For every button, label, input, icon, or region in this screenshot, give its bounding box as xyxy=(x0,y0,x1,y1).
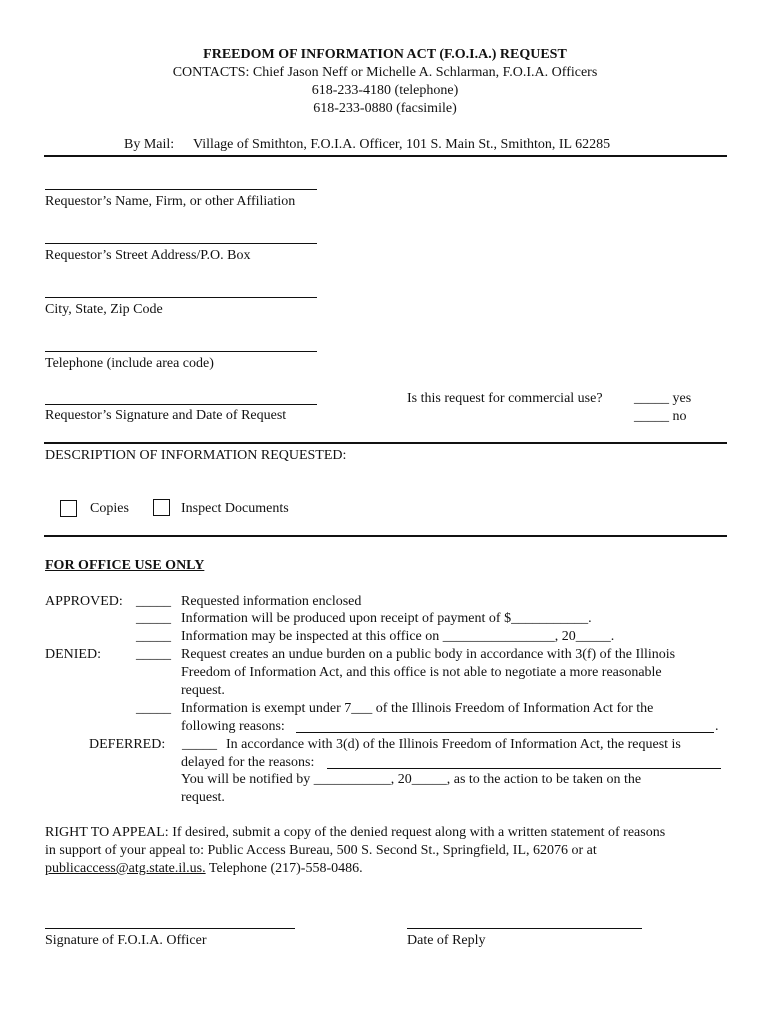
denied-item-1c: request. xyxy=(181,683,225,698)
appeal-phone: Telephone (217)-558-0486. xyxy=(205,861,363,876)
address-label: Requestor’s Street Address/P.O. Box xyxy=(45,248,251,263)
approved-label: APPROVED: xyxy=(45,594,123,609)
phone-field[interactable] xyxy=(45,351,317,352)
denied-item-2b: following reasons: xyxy=(181,719,285,734)
denied-blank-2[interactable]: _____ xyxy=(136,701,171,716)
approved-item-3: Information may be inspected at this office on ________________, 20_____. xyxy=(181,629,615,644)
copies-label: Copies xyxy=(90,501,129,516)
deferred-item-2a: You will be notified by ___________, 20_____, as to the action to be taken on the xyxy=(181,772,642,787)
denied-blank-1[interactable]: _____ xyxy=(136,647,171,662)
commercial-no[interactable]: _____ no xyxy=(634,409,687,424)
approved-item-1: Requested information enclosed xyxy=(181,594,362,609)
officer-signature-label: Signature of F.O.I.A. Officer xyxy=(45,933,207,948)
delay-reasons-field[interactable] xyxy=(327,768,721,769)
denied-item-1a: Request creates an undue burden on a public body in accordance with 3(f) of the Illinois xyxy=(181,647,676,662)
deferred-item-1b: delayed for the reasons: xyxy=(181,755,315,770)
denied-label: DENIED: xyxy=(45,647,101,662)
mail-label: By Mail: xyxy=(124,137,175,152)
description-divider xyxy=(44,535,727,537)
commercial-question: Is this request for commercial use? xyxy=(407,391,603,406)
inspect-checkbox[interactable] xyxy=(153,499,170,516)
facsimile-line: 618-233-0880 (facsimile) xyxy=(313,101,457,116)
denied-item-1b: Freedom of Information Act, and this office is not able to negotiate a more reasonable xyxy=(181,665,662,680)
signature-field[interactable] xyxy=(45,404,317,405)
mail-address: Village of Smithton, F.O.I.A. Officer, 101 S. Main St., Smithton, IL 62285 xyxy=(193,137,611,152)
approved-item-2: Information will be produced upon receipt of payment of $___________. xyxy=(181,611,592,626)
description-heading: DESCRIPTION OF INFORMATION REQUESTED: xyxy=(45,448,347,463)
deferred-blank-1[interactable]: _____ xyxy=(182,737,217,752)
deferred-item-1a: In accordance with 3(d) of the Illinois Freedom of Information Act, the request is xyxy=(226,737,681,752)
approved-blank-3[interactable]: _____ xyxy=(136,629,171,644)
office-heading: FOR OFFICE USE ONLY xyxy=(45,558,205,573)
signature-label: Requestor’s Signature and Date of Request xyxy=(45,408,287,423)
requestor-divider xyxy=(44,442,727,444)
name-field[interactable] xyxy=(45,189,317,190)
denied-item-2a: Information is exempt under 7___ of the Illinois Freedom of Information Act for the xyxy=(181,701,654,716)
city-label: City, State, Zip Code xyxy=(45,302,163,317)
appeal-line-2: in support of your appeal to: Public Access Bureau, 500 S. Second St., Springfield, IL, 62076 or at xyxy=(45,843,597,858)
deferred-item-2b: request. xyxy=(181,790,225,805)
header-divider xyxy=(44,155,727,157)
officer-signature-field[interactable] xyxy=(45,928,295,929)
form-title: FREEDOM OF INFORMATION ACT (F.O.I.A.) REQUEST xyxy=(203,47,567,62)
contacts-line: CONTACTS: Chief Jason Neff or Michelle A. Schlarman, F.O.I.A. Officers xyxy=(172,65,598,80)
approved-blank-1[interactable]: _____ xyxy=(136,594,171,609)
inspect-label: Inspect Documents xyxy=(181,501,289,516)
appeal-line-1: RIGHT TO APPEAL: If desired, submit a copy of the denied request along with a written statement of reasons xyxy=(45,825,666,840)
telephone-line: 618-233-4180 (telephone) xyxy=(311,83,459,98)
name-label: Requestor’s Name, Firm, or other Affiliation xyxy=(45,194,296,209)
city-field[interactable] xyxy=(45,297,317,298)
deferred-label: DEFERRED: xyxy=(89,737,166,752)
date-of-reply-label: Date of Reply xyxy=(407,933,486,948)
commercial-yes[interactable]: _____ yes xyxy=(634,391,692,406)
appeal-email-link[interactable]: publicaccess@atg.state.il.us. xyxy=(45,861,206,876)
date-of-reply-field[interactable] xyxy=(407,928,642,929)
approved-blank-2[interactable]: _____ xyxy=(136,611,171,626)
phone-label: Telephone (include area code) xyxy=(45,356,214,371)
appeal-line-3 xyxy=(45,861,363,877)
exempt-reasons-field[interactable] xyxy=(296,732,714,733)
address-field[interactable] xyxy=(45,243,317,244)
copies-checkbox[interactable] xyxy=(60,500,77,517)
exempt-period: . xyxy=(715,719,719,734)
